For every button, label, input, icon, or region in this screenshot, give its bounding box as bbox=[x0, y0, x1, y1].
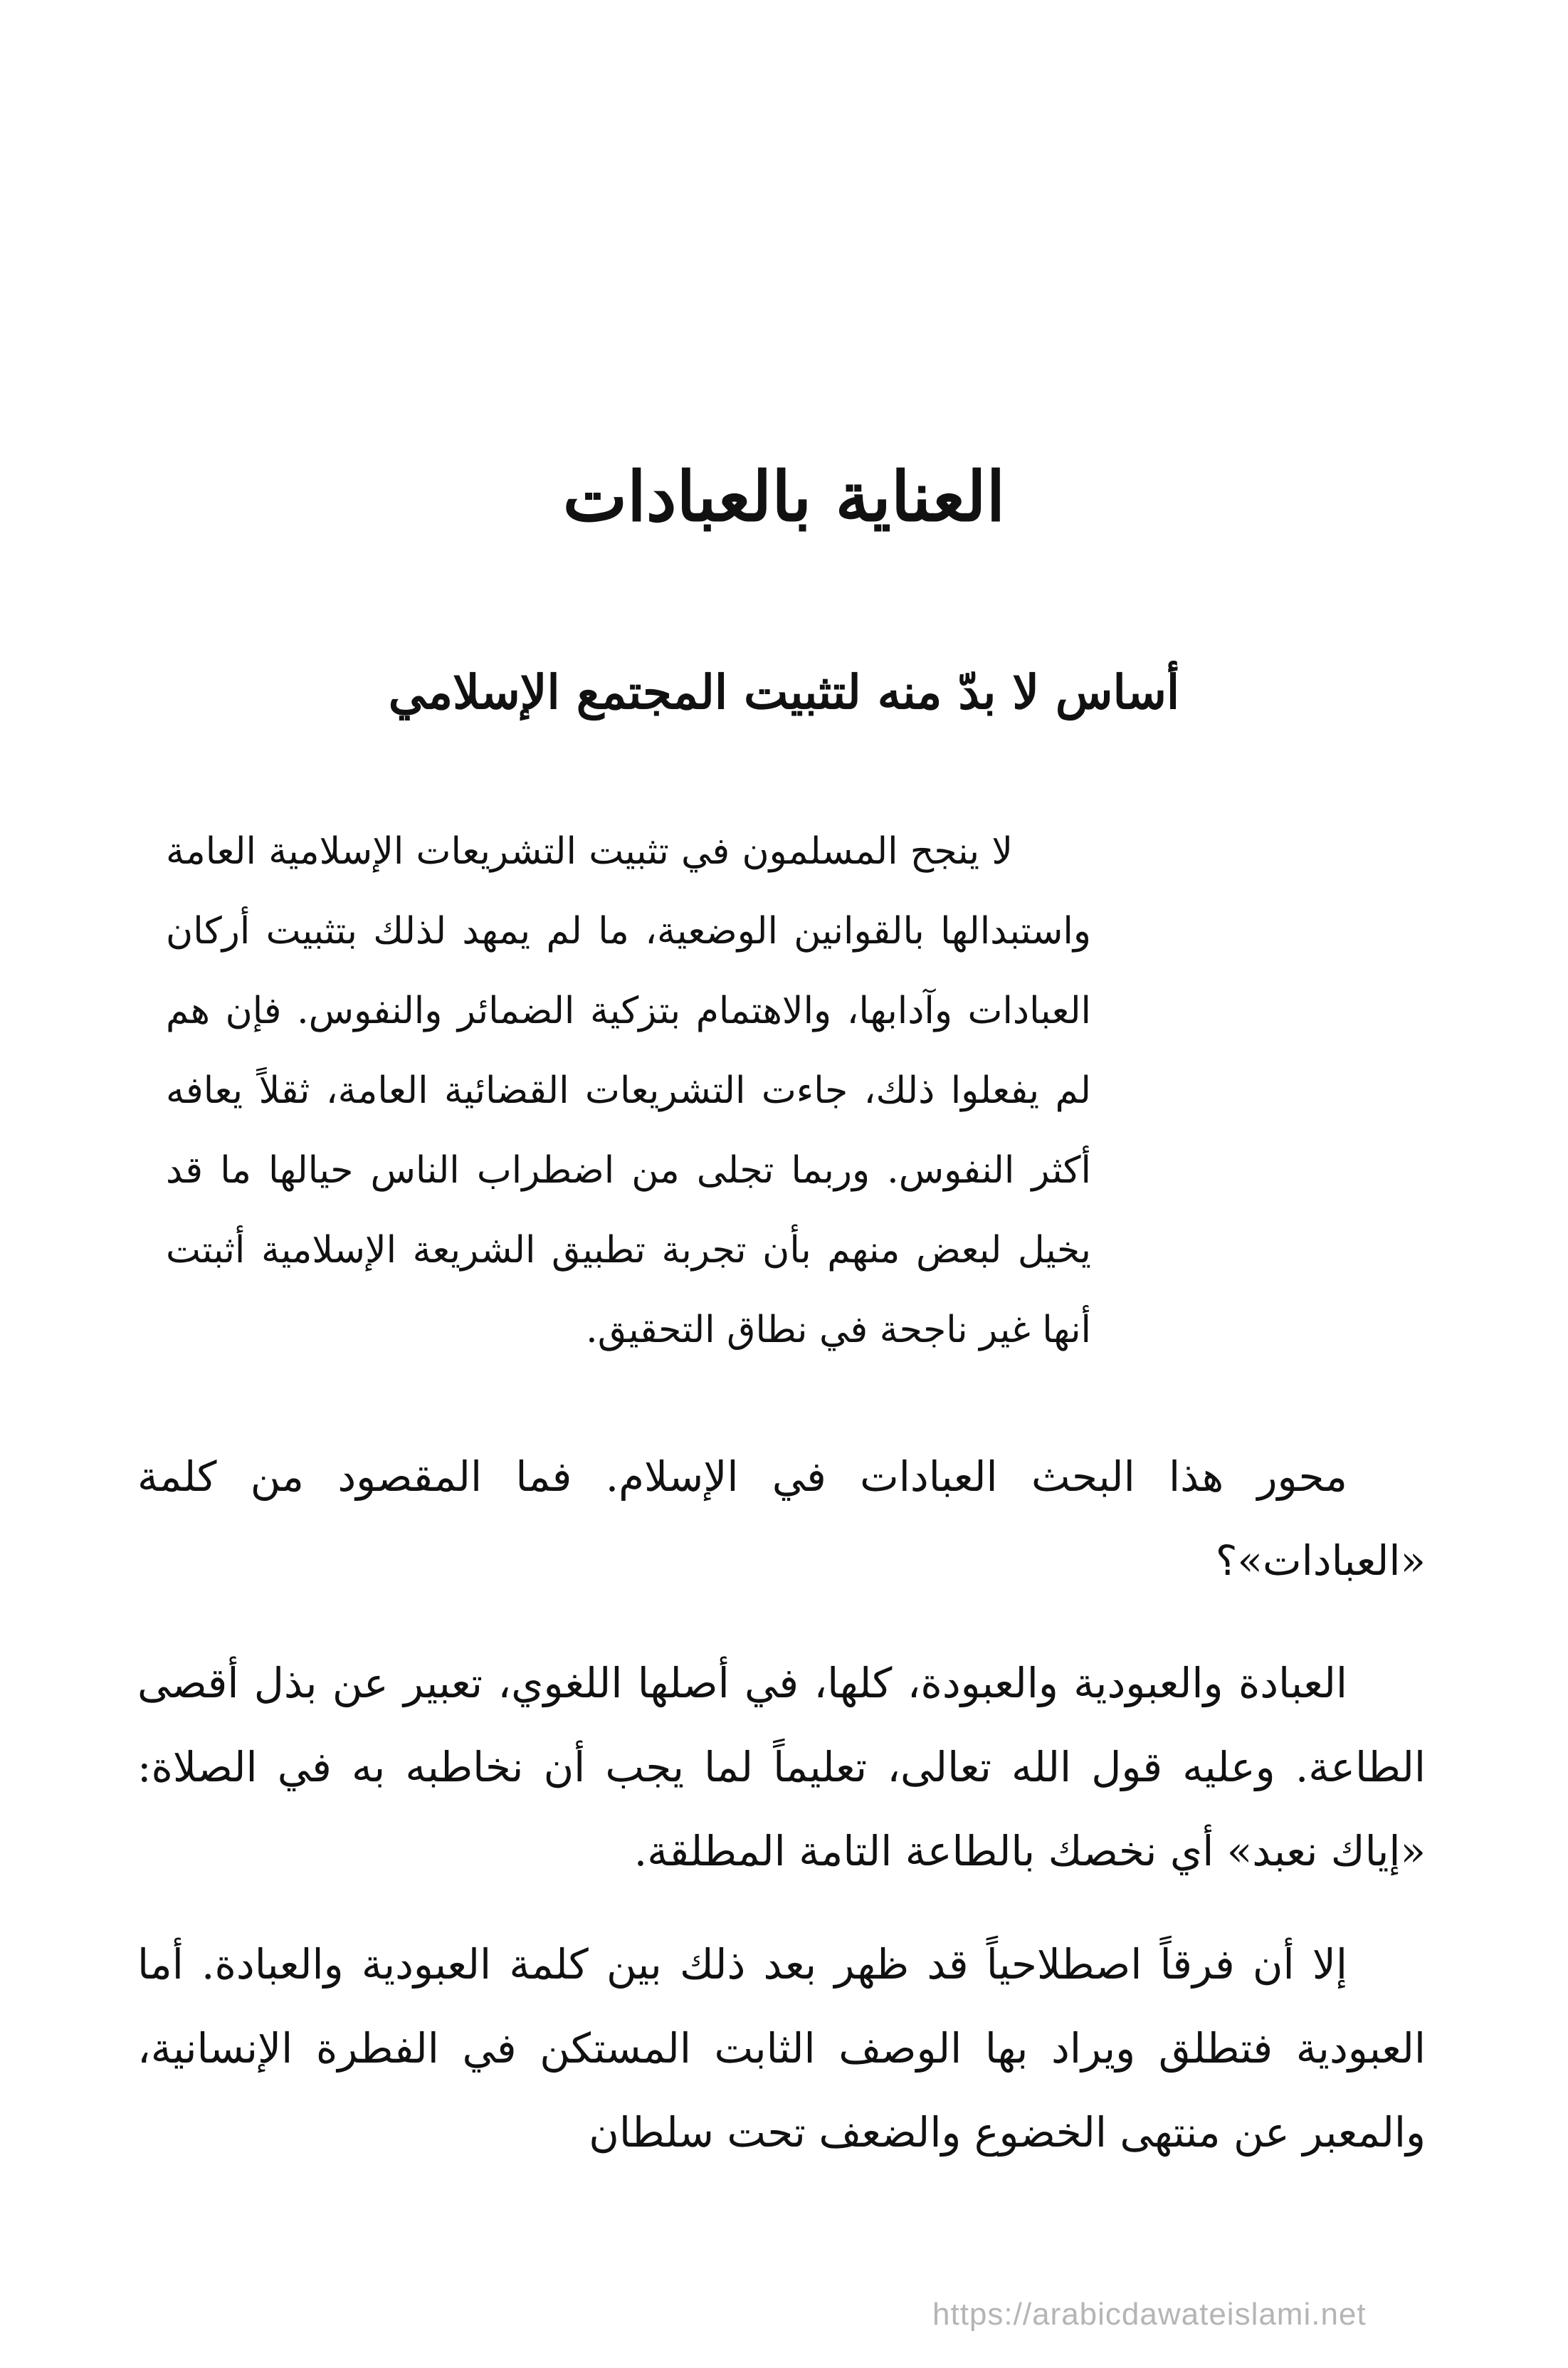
chapter-title: العناية بالعبادات bbox=[562, 456, 1006, 537]
source-watermark: https://arabicdawateislami.net bbox=[932, 2297, 1367, 2332]
body-paragraph-2: العبادة والعبودية والعبودة، كلها، في أصلها اللغوي، تعبير عن بذل أقصى الطاعة. وعليه قول الله تعالى، تعليماً لما يجب أن نخاطبه به في الصلاة: «إياك نعبد» أي نخصك بالطاعة التامة المطلقة. bbox=[137, 1659, 1426, 1875]
section-heading: أساس لا بدّ منه لتثبيت المجتمع الإسلامي bbox=[388, 664, 1180, 720]
body-paragraph-1: محور هذا البحث العبادات في الإسلام. فما المقصود من كلمة «العبادات»؟ bbox=[137, 1452, 1426, 1585]
intro-paragraph: لا ينجح المسلمون في تثبيت التشريعات الإسلامية العامة واستبدالها بالقوانين الوضعية، ما لم يمهد لذلك بتثبيت أركان العبادات وآدابها، والاهتمام بتزكية الضمائر والنفوس. فإن هم لم يفعلوا ذلك، جاءت التشريعات القضائية العامة، ثقلاً يعافه أكثر النفوس. وربما تجلى من اضطراب الناس حيالها ما قد يخيل لبعض منهم بأن تجربة تطبيق الشريعة الإسلامية أثبتت أنها غير ناجحة في نطاق التحقيق. bbox=[166, 830, 1091, 1351]
body-paragraph-3: إلا أن فرقاً اصطلاحياً قد ظهر بعد ذلك بين كلمة العبودية والعبادة. أما العبودية فتطلق ويراد بها الوصف الثابت المستكن في الفطرة الإنسانية، والمعبر عن منتهى الخضوع والضعف تحت سلطان bbox=[137, 1940, 1426, 2157]
